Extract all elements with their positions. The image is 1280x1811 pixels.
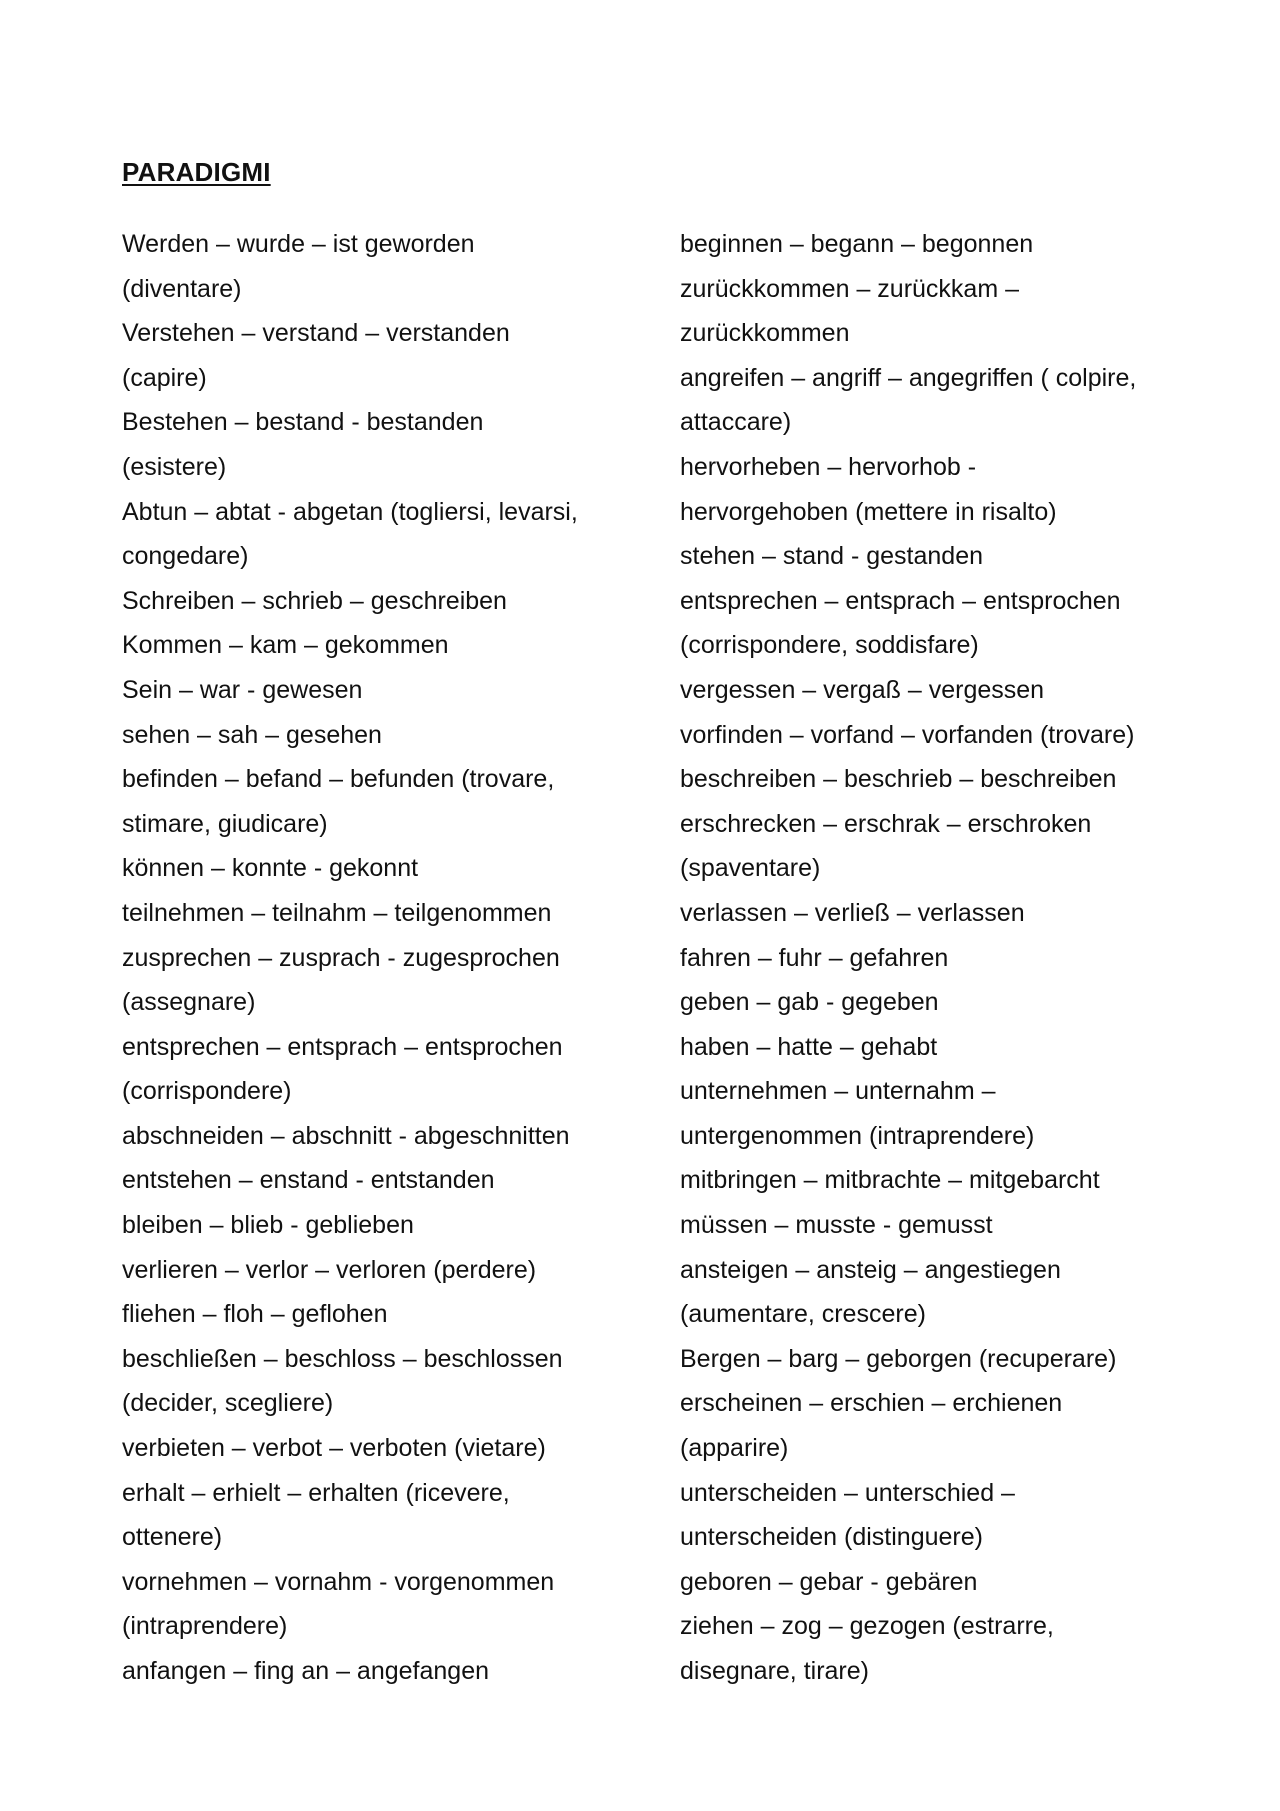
- text-line: Schreiben – schrieb – geschreiben: [122, 586, 507, 615]
- text-line: (aumentare, crescere): [680, 1300, 926, 1329]
- text-line: bleiben – blieb - geblieben: [122, 1211, 414, 1240]
- text-line: abschneiden – abschnitt - abgeschnitten: [122, 1121, 570, 1150]
- text-line: sehen – sah – gesehen: [122, 720, 382, 749]
- text-line: fliehen – floh – geflohen: [122, 1300, 388, 1329]
- text-line: vornehmen – vornahm - vorgenommen: [122, 1567, 555, 1596]
- text-line: entstehen – enstand - entstanden: [122, 1166, 495, 1195]
- left-column: [122, 222, 642, 1694]
- text-line: Verstehen – verstand – verstanden: [122, 319, 510, 348]
- text-line: anfangen – fing an – angefangen: [122, 1657, 490, 1685]
- text-line: stehen – stand - gestanden: [680, 542, 984, 571]
- text-line: Bestehen – bestand - bestanden: [122, 408, 484, 437]
- text-line: hervorheben – hervorhob -: [680, 452, 977, 481]
- text-line: zurückkommen: [680, 319, 850, 348]
- text-line: Werden – wurde – ist geworden: [122, 230, 475, 258]
- text-line: mitbringen – mitbrachte – mitgebarcht: [680, 1166, 1100, 1195]
- text-line: Sein – war - gewesen: [122, 675, 363, 704]
- text-line: teilnehmen – teilnahm – teilgenommen: [122, 898, 552, 927]
- text-line: fahren – fuhr – gefahren: [680, 943, 949, 972]
- text-line: beschreiben – beschrieb – beschreiben: [680, 765, 1117, 794]
- page-title: PARADIGMI: [122, 157, 271, 187]
- text-line: (apparire): [680, 1434, 789, 1463]
- text-line: haben – hatte – gehabt: [680, 1032, 938, 1061]
- text-line: entsprechen – entsprach – entsprochen: [122, 1032, 563, 1061]
- text-line: ottenere): [122, 1523, 223, 1552]
- text-line: erschrecken – erschrak – erschroken: [680, 809, 1092, 838]
- text-line: befinden – befand – befunden (trovare,: [122, 765, 555, 794]
- text-line: (corrispondere, soddisfare): [680, 631, 979, 660]
- text-line: zusprechen – zusprach - zugesprochen: [122, 943, 560, 972]
- text-line: Kommen – kam – gekommen: [122, 631, 449, 660]
- text-line: hervorgehoben (mettere in risalto): [680, 497, 1057, 526]
- text-line: disegnare, tirare): [680, 1657, 869, 1685]
- text-line: unterscheiden (distinguere): [680, 1523, 983, 1552]
- text-line: verbieten – verbot – verboten (vietare): [122, 1434, 546, 1463]
- text-line: beginnen – begann – begonnen: [680, 230, 1034, 258]
- text-line: ziehen – zog – gezogen (estrarre,: [680, 1612, 1054, 1641]
- text-line: zurückkommen – zurückkam –: [680, 274, 1020, 303]
- text-line: unterscheiden – unterschied –: [680, 1478, 1015, 1507]
- text-line: (spaventare): [680, 854, 821, 883]
- text-line: congedare): [122, 542, 249, 571]
- text-line: erhalt – erhielt – erhalten (ricevere,: [122, 1478, 510, 1507]
- text-line: geboren – gebar - gebären: [680, 1567, 978, 1596]
- text-line: angreifen – angriff – angegriffen ( colpire,: [680, 363, 1137, 392]
- text-line: ansteigen – ansteig – angestiegen: [680, 1255, 1061, 1284]
- text-line: (esistere): [122, 452, 227, 481]
- text-line: vorfinden – vorfand – vorfanden (trovare): [680, 720, 1135, 749]
- text-line: (decider, scegliere): [122, 1389, 334, 1418]
- text-line: vergessen – vergaß – vergessen: [680, 675, 1045, 704]
- right-column: [680, 222, 1200, 1694]
- text-line: (intraprendere): [122, 1612, 288, 1641]
- text-line: stimare, giudicare): [122, 809, 328, 838]
- text-line: unternehmen – unternahm –: [680, 1077, 996, 1106]
- text-line: müssen – musste - gemusst: [680, 1211, 993, 1240]
- text-line: entsprechen – entsprach – entsprochen: [680, 586, 1121, 615]
- text-line: (diventare): [122, 274, 242, 303]
- text-line: verlieren – verlor – verloren (perdere): [122, 1255, 537, 1284]
- text-line: attaccare): [680, 408, 792, 437]
- text-line: verlassen – verließ – verlassen: [680, 898, 1025, 927]
- text-line: können – konnte - gekonnt: [122, 854, 419, 883]
- text-line: Bergen – barg – geborgen (recuperare): [680, 1344, 1117, 1373]
- text-line: geben – gab - gegeben: [680, 988, 939, 1017]
- text-line: untergenommen (intraprendere): [680, 1121, 1035, 1150]
- text-line: (assegnare): [122, 988, 256, 1017]
- text-line: Abtun – abtat - abgetan (togliersi, levarsi,: [122, 497, 578, 526]
- text-line: beschließen – beschloss – beschlossen: [122, 1344, 563, 1373]
- text-line: (corrispondere): [122, 1077, 292, 1106]
- text-line: (capire): [122, 363, 207, 392]
- text-line: erscheinen – erschien – erchienen: [680, 1389, 1063, 1418]
